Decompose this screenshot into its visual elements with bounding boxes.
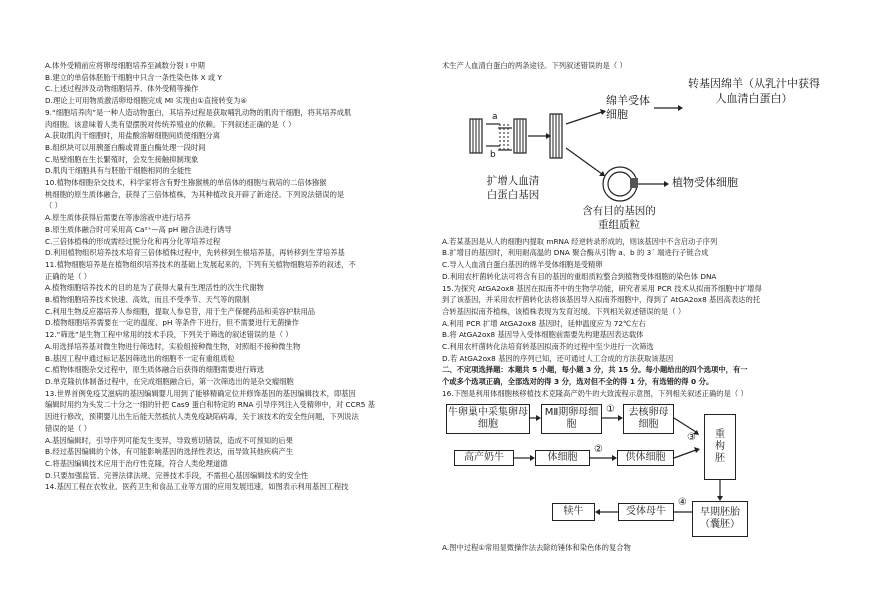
text-line: D.利用植物组织培养技术培育三倍体植株过程中，先转移到生根培养基，再转移到生芽培养基 xyxy=(45,248,345,258)
text-line: D.理论上可用物质激活卵母细胞完成 MI 实现由①直接转变为④ xyxy=(45,96,247,106)
text-line: D.只要加强监管、完善法律法规、完善技术手段，不需担心基因编辑技术的安全性 xyxy=(45,470,309,480)
text-line: D.单克隆抗体制备过程中，在完成细胞融合后，第一次筛选出的是杂交瘤细胞 xyxy=(45,376,294,386)
text-line: B.植物细胞培养技术快速、高效，而且不受季节、天气等的限制 xyxy=(45,295,250,305)
text-line: C.将基因编辑技术应用于治疗性克隆，符合人类伦理道德 xyxy=(45,458,228,468)
q15-line: 合转基因拟南芥植株，该植株表现为发育迟缓。下列相关叙述错误的是（ ） xyxy=(442,306,686,316)
transgenic-sheep-label: 转基因绵羊（从乳汁中获得人血清白蛋白） xyxy=(688,76,820,105)
text-line: A.原生质体获得后需要在等渗溶液中进行培养 xyxy=(45,213,191,223)
text-line: C.植物体细胞杂交过程中，原生质体融合后获得的细胞需要进行筛选 xyxy=(45,365,265,375)
q15-line: 到了该基因，并采用农杆菌转化法将该基因导入拟南芥细胞中，得到了 AtGA2ox8 基因高表达的托 xyxy=(442,295,761,305)
q14-options xyxy=(442,236,827,283)
text-line: 9.“细胞培养肉”是一种人造动物蛋白，其培养过程是获取哺乳动物的肌肉干细胞，将其培养成肌 xyxy=(45,107,352,117)
step-2-label: ② xyxy=(594,443,603,455)
primer-label-a: a xyxy=(492,111,498,122)
q15-line: A.利用 PCR 扩增 AtGA2ox8 基因时，延伸温度应为 72℃左右 xyxy=(442,318,646,328)
text-line: B.原生质体融合时可采用高 Ca²⁺—高 pH 融合法进行诱导 xyxy=(45,224,232,234)
text-line: 10.植物体细胞杂交技术，科学家将含有野生猕猴桃的单倍体的细胞与栽培的二倍体猕猴 xyxy=(45,178,327,188)
right-column xyxy=(442,60,827,553)
text-line: 12.“筛选”是生物工程中常用的技术手段，下列关于筛选的叙述错误的是（ ） xyxy=(45,330,293,340)
q14-option: C.导入人血清白蛋白基因的绵羊受体细胞是受精卵 xyxy=(442,260,603,270)
text-line: （ ） xyxy=(45,201,62,211)
box-recipient-cow: 受体母牛 xyxy=(618,503,674,521)
text-line: A.基因编辑时，引导序列可能发生变异，导致剪切错误，造成不可预知的后果 xyxy=(45,435,293,445)
text-line: A.植物细胞培养技术的目的是为了获得大量有生理活性的次生代谢物 xyxy=(45,283,264,293)
q15-line: D.若 AtGA2ox8 基因的序列已知，还可通过人工合成的方法获取该基因 xyxy=(442,353,674,363)
text-line: 正确的是（ ） xyxy=(45,271,92,281)
box-mii-oocyte: MⅡ期卵母细胞 xyxy=(541,404,602,434)
q14-option: D.利用农杆菌转化法可将含有目的基因的重组质粒整合到植物受体细胞的染色体 DNA xyxy=(442,271,717,281)
text-line: 因进行修改，预期婴儿出生后能天然抵抗人类免疫缺陷病毒，关于该技术的安全性问题，下列说法 xyxy=(45,412,359,422)
text-line: 桃细胞的原生质体融合，获得了三倍体植株，为其种植改良开辟了新途径。下列说法错误的是 xyxy=(45,189,345,199)
text-line: 肉细胞。该意味着人类有望摆脱对传统养殖业的依赖。下列叙述正确的是（ ） xyxy=(45,119,296,129)
text-line: C.利用生物反应器培养人参细胞，提取人参皂苷，用于生产保健药品和美容护肤用品 xyxy=(45,306,316,316)
text-line: B.组织块可以用胰蛋白酶或胃蛋白酶处理一段时间 xyxy=(45,142,206,152)
box-reconstructed-embryo: 重构胚 xyxy=(704,414,736,480)
q14-option: B.扩增目的基因时，利用耐高温的 DNA 聚合酶从引物 a、b 的 3´ 端进行子链合成 xyxy=(442,248,709,258)
section2-title: 二、不定项选择题：本题共 5 小题，每小题 3 分，共 15 分。每小题给出的四个选项中，有一 xyxy=(442,365,748,375)
recombinant-plasmid-label: 含有目的基因的重组质粒 xyxy=(582,204,656,231)
text-line: B.建立的单倍体胚胎干细胞中只含一条性染色体 X 或 Y xyxy=(45,72,222,82)
q15-block xyxy=(442,283,827,365)
box-somatic-cell: 体细胞 xyxy=(535,450,590,466)
q16-stem: 16.下图是利用体细胞核移植技术克隆高产奶牛的大致流程示意图，下列相关叙述正确的是（ ） xyxy=(442,388,748,398)
cloning-flowchart xyxy=(442,402,827,542)
q14-option: A.若某基因是从人的细胞内提取 mRNA 经逆转录形成的，则该基因中不含启动子序列 xyxy=(442,236,718,246)
q16-option-a: A.图中过程①常用显微操作法去除纺锤体和染色体的复合物 xyxy=(442,542,631,552)
text-line: A.体外受精前应将卵母细胞培养至减数分裂 I 中期 xyxy=(45,61,205,70)
text-line: D.肌肉干细胞具有与胚胎干细胞相同的全能性 xyxy=(45,166,192,176)
amplify-gene-label: 扩增人血清白蛋白基因 xyxy=(486,174,540,201)
q15-line: C.利用农杆菌转化法培育转基因拟南芥的过程中至少进行一次筛选 xyxy=(442,342,654,352)
left-column xyxy=(45,60,430,493)
q14-intro: 术生产人血清白蛋白的两条途径。下列叙述错误的是（ ） xyxy=(442,61,627,70)
q15-line: B.将 AtGA2ox8 基因导入受体细胞前需要先构建基因表达载体 xyxy=(442,330,644,340)
gene-engineering-figure xyxy=(442,74,827,236)
text-line: 编辑时用约为头发二十分之一细的针把 Cas9 蛋白和特定的 RNA 引导序列注入受精卵中，对 CCR5 基 xyxy=(45,400,376,410)
step-1-label: ① xyxy=(606,403,615,415)
box-early-embryo: 早期胚胎（囊胚） xyxy=(692,501,748,537)
text-line: 11.植物细胞培养是在植物组织培养技术的基础上发展起来的，下列有关植物细胞培养的叙述，不 xyxy=(45,259,356,269)
q15-line: 15.为探究 AtGA2ox8 基因在拟南芥中的生物学功能，研究者采用 PCR 技术从拟南芥细胞中扩增得 xyxy=(442,283,762,293)
text-line: C.三倍体植株的形成需经过脱分化和再分化等培养过程 xyxy=(45,236,221,246)
box-collect-oocyte: 牛卵巢中采集卵母细胞 xyxy=(446,404,530,434)
text-line: D.植物细胞培养需要在一定的温度、pH 等条件下进行，但不需要进行无菌操作 xyxy=(45,318,299,328)
primer-label-b: b xyxy=(490,149,496,160)
box-enucleated-oocyte: 去核卵母细胞 xyxy=(623,404,674,434)
text-line: 错误的是（ ） xyxy=(45,423,92,433)
text-line: 13.世界首例免疫艾滋病的基因编辑婴儿用到了能够精确定位并修饰基因的基因编辑技术，即基因 xyxy=(45,388,356,398)
step-4-label: ④ xyxy=(678,496,687,508)
text-line: B.基因工程中通过标记基因筛选出的细胞不一定有重组质粒 xyxy=(45,353,235,363)
text-line: 14.基因工程在农牧业、医药卫生和食品工业等方面的应用发展迅速，如图表示利用基因工程技 xyxy=(45,482,349,492)
plant-recipient-cell: 植物受体细胞 xyxy=(672,175,738,189)
box-calf: 犊牛 xyxy=(552,503,595,521)
box-high-yield-cow: 高产奶牛 xyxy=(454,450,514,466)
text-line: A.用选择培养基对微生物进行筛选时，实验组接种微生物，对照组不接种微生物 xyxy=(45,341,301,351)
section2-rules: 个或多个选项正确，全部选对的得 3 分，选对但不全的得 1 分，有选错的得 0 分。 xyxy=(442,377,714,387)
step-3-label: ③ xyxy=(687,431,696,443)
text-line: C.上述过程涉及动物细胞培养、体外受精等操作 xyxy=(45,84,199,94)
text-line: C.贴壁细胞在生长繁殖时，会发生接触抑制现象 xyxy=(45,154,199,164)
box-donor-cell: 供体细胞 xyxy=(617,450,674,466)
text-line: A.获取肌肉干细胞时，用盐酸溶解细胞间质使细胞分离 xyxy=(45,131,221,141)
text-line: B.经过基因编辑的个体，有可能影响基因的选择性表达，而导致其他疾病产生 xyxy=(45,447,294,457)
sheep-recipient-cell: 绵羊受体细胞 xyxy=(606,93,650,121)
